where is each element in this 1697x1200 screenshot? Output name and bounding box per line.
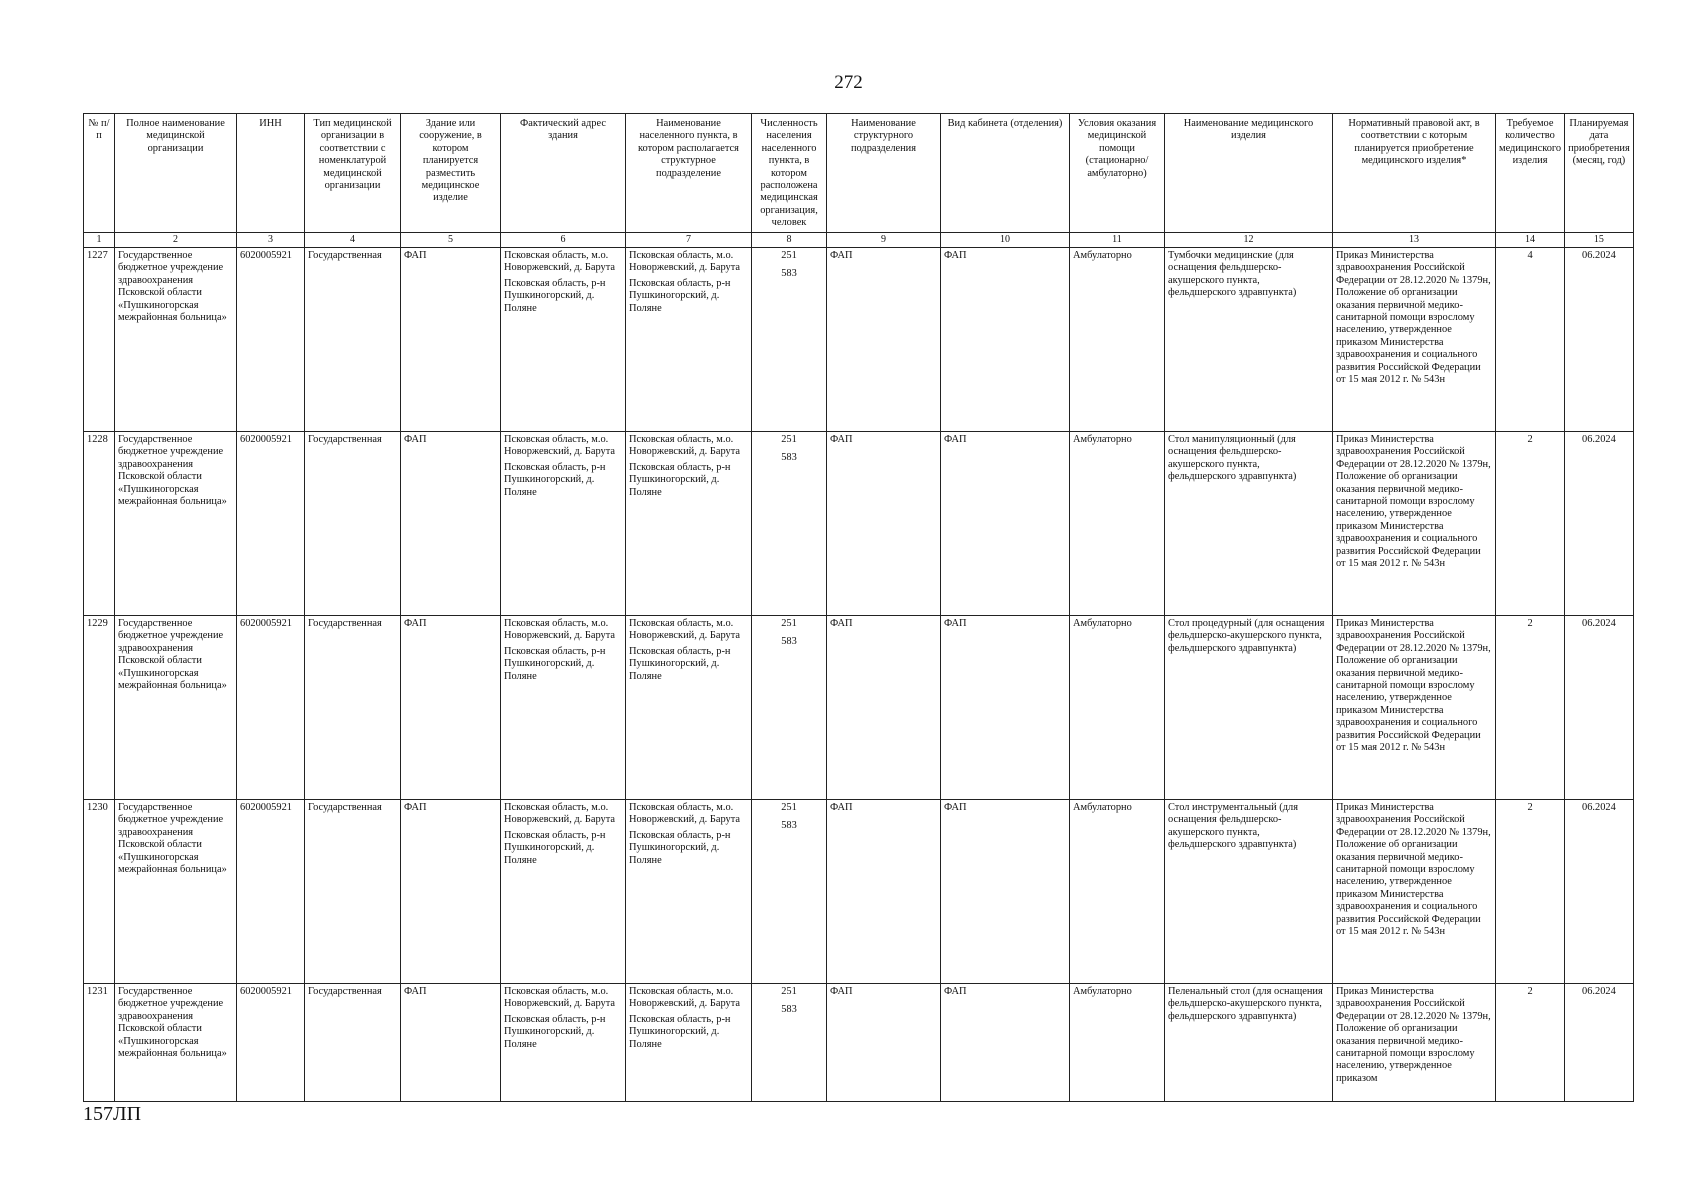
column-header: Полное наименование медицинской организации <box>115 114 237 233</box>
column-header: Здание или сооружение, в котором планируется разместить медицинское изделие <box>401 114 501 233</box>
required-quantity: 2 <box>1496 800 1565 984</box>
actual-address <box>501 984 626 1102</box>
locality-name <box>626 616 752 800</box>
row-number: 1227 <box>84 248 115 432</box>
actual-address <box>501 432 626 616</box>
address-line: Псковская область, м.о. Новоржевский, д. Барута <box>504 802 615 826</box>
building-cell: ФАП <box>401 984 501 1102</box>
locality-name <box>626 800 752 984</box>
column-number: 10 <box>941 233 1070 248</box>
locality-name <box>626 984 752 1102</box>
population-value: 251 <box>781 434 797 445</box>
locality-line: Псковская область, р-н Пушкиногорский, д. Поляне <box>629 1013 731 1050</box>
locality-line: Псковская область, м.о. Новоржевский, д. Барута <box>629 618 740 642</box>
required-quantity: 2 <box>1496 616 1565 800</box>
column-number: 2 <box>115 233 237 248</box>
column-number: 13 <box>1333 233 1496 248</box>
device-name: Тумбочки медицинские (для оснащения фельдшерско-акушерского пункта, фельдшерского здравпункта) <box>1165 248 1333 432</box>
equipment-table <box>83 113 1634 1102</box>
organization-name: Государственное бюджетное учреждение здравоохранения Псковской области «Пушкиногорская межрайонная больница» <box>115 616 237 800</box>
organization-type: Государственная <box>305 800 401 984</box>
row-number: 1230 <box>84 800 115 984</box>
column-number: 3 <box>237 233 305 248</box>
locality-line: Псковская область, м.о. Новоржевский, д. Барута <box>629 802 740 826</box>
population-value: 251 <box>781 802 797 813</box>
table-row <box>84 984 1634 1102</box>
organization-type: Государственная <box>305 616 401 800</box>
legal-act: Приказ Министерства здравоохранения Российской Федерации от 28.12.2020 № 1379н, Положение об организации оказания первичной медико-санитарной помощи взрослому населению, утвержденное приказом <box>1333 984 1496 1102</box>
required-quantity: 2 <box>1496 984 1565 1102</box>
population-value: 251 <box>781 250 797 261</box>
required-quantity: 4 <box>1496 248 1565 432</box>
table-row <box>84 432 1634 616</box>
column-number: 9 <box>827 233 941 248</box>
building-cell: ФАП <box>401 800 501 984</box>
planned-date: 06.2024 <box>1565 616 1634 800</box>
population-cell <box>752 800 827 984</box>
planned-date: 06.2024 <box>1565 248 1634 432</box>
table-row <box>84 248 1634 432</box>
locality-name <box>626 432 752 616</box>
locality-line: Псковская область, р-н Пушкиногорский, д. Поляне <box>629 645 731 682</box>
care-conditions: Амбулаторно <box>1070 248 1165 432</box>
column-header: Тип медицинской организации в соответствии с номенклатурой медицинской организации <box>305 114 401 233</box>
legal-act: Приказ Министерства здравоохранения Российской Федерации от 28.12.2020 № 1379н, Положение об организации оказания первичной медико-санитарной помощи взрослому населению, утвержденное приказом Министерства здравоохранения и социального развития Российской Федерации от 15 мая 2012 г. № 543н <box>1333 248 1496 432</box>
column-header: Условия оказания медицинской помощи (стационарно/ амбулаторно) <box>1070 114 1165 233</box>
address-line: Псковская область, м.о. Новоржевский, д. Барута <box>504 250 615 274</box>
organization-name: Государственное бюджетное учреждение здравоохранения Псковской области «Пушкиногорская межрайонная больница» <box>115 800 237 984</box>
column-header: № п/п <box>84 114 115 233</box>
building-cell: ФАП <box>401 616 501 800</box>
building-cell: ФАП <box>401 432 501 616</box>
column-number: 8 <box>752 233 827 248</box>
legal-act: Приказ Министерства здравоохранения Российской Федерации от 28.12.2020 № 1379н, Положение об организации оказания первичной медико-санитарной помощи взрослому населению, утвержденное приказом Министерства здравоохранения и социального развития Российской Федерации от 15 мая 2012 г. № 543н <box>1333 800 1496 984</box>
header-row <box>84 114 1634 233</box>
column-number: 12 <box>1165 233 1333 248</box>
device-name: Стол процедурный (для оснащения фельдшерско-акушерского пункта, фельдшерского здравпункта) <box>1165 616 1333 800</box>
care-conditions: Амбулаторно <box>1070 984 1165 1102</box>
organization-type: Государственная <box>305 432 401 616</box>
planned-date: 06.2024 <box>1565 432 1634 616</box>
address-line: Псковская область, м.о. Новоржевский, д. Барута <box>504 434 615 458</box>
column-number: 4 <box>305 233 401 248</box>
column-header: Наименование медицинского изделия <box>1165 114 1333 233</box>
population-value: 583 <box>781 268 797 280</box>
address-line: Псковская область, м.о. Новоржевский, д. Барута <box>504 986 615 1010</box>
care-conditions: Амбулаторно <box>1070 800 1165 984</box>
row-number: 1229 <box>84 616 115 800</box>
cabinet-type: ФАП <box>941 800 1070 984</box>
cabinet-type: ФАП <box>941 248 1070 432</box>
subdivision-name: ФАП <box>827 800 941 984</box>
care-conditions: Амбулаторно <box>1070 616 1165 800</box>
care-conditions: Амбулаторно <box>1070 432 1165 616</box>
column-header: Наименование структурного подразделения <box>827 114 941 233</box>
column-number: 11 <box>1070 233 1165 248</box>
inn-cell: 6020005921 <box>237 248 305 432</box>
locality-line: Псковская область, м.о. Новоржевский, д. Барута <box>629 986 740 1010</box>
column-number: 1 <box>84 233 115 248</box>
inn-cell: 6020005921 <box>237 432 305 616</box>
actual-address <box>501 248 626 432</box>
legal-act: Приказ Министерства здравоохранения Российской Федерации от 28.12.2020 № 1379н, Положение об организации оказания первичной медико-санитарной помощи взрослому населению, утвержденное приказом Министерства здравоохранения и социального развития Российской Федерации от 15 мая 2012 г. № 543н <box>1333 432 1496 616</box>
address-line: Псковская область, р-н Пушкиногорский, д. Поляне <box>504 645 606 682</box>
table-row <box>84 800 1634 984</box>
address-line: Псковская область, р-н Пушкиногорский, д. Поляне <box>504 829 606 866</box>
building-cell: ФАП <box>401 248 501 432</box>
population-cell <box>752 984 827 1102</box>
organization-name: Государственное бюджетное учреждение здравоохранения Псковской области «Пушкиногорская межрайонная больница» <box>115 984 237 1102</box>
locality-name <box>626 248 752 432</box>
subdivision-name: ФАП <box>827 248 941 432</box>
column-number: 5 <box>401 233 501 248</box>
row-number: 1228 <box>84 432 115 616</box>
page-number: 272 <box>834 72 863 93</box>
organization-name: Государственное бюджетное учреждение здравоохранения Псковской области «Пушкиногорская межрайонная больница» <box>115 248 237 432</box>
address-line: Псковская область, р-н Пушкиногорский, д. Поляне <box>504 461 606 498</box>
device-name: Стол манипуляционный (для оснащения фельдшерско-акушерского пункта, фельдшерского здравпункта) <box>1165 432 1333 616</box>
column-number: 14 <box>1496 233 1565 248</box>
actual-address <box>501 616 626 800</box>
column-header: Наименование населенного пункта, в котором располагается структурное подразделение <box>626 114 752 233</box>
planned-date: 06.2024 <box>1565 984 1634 1102</box>
column-header: Вид кабинета (отделения) <box>941 114 1070 233</box>
device-name: Стол инструментальный (для оснащения фельдшерско-акушерского пункта, фельдшерского здравпункта) <box>1165 800 1333 984</box>
cabinet-type: ФАП <box>941 616 1070 800</box>
population-value: 251 <box>781 618 797 629</box>
organization-type: Государственная <box>305 248 401 432</box>
address-line: Псковская область, р-н Пушкиногорский, д. Поляне <box>504 277 606 314</box>
column-header: Планируемая дата приобретения (месяц, год) <box>1565 114 1634 233</box>
legal-act: Приказ Министерства здравоохранения Российской Федерации от 28.12.2020 № 1379н, Положение об организации оказания первичной медико-санитарной помощи взрослому населению, утвержденное приказом Министерства здравоохранения и социального развития Российской Федерации от 15 мая 2012 г. № 543н <box>1333 616 1496 800</box>
column-header: Требуемое количество медицинского изделия <box>1496 114 1565 233</box>
actual-address <box>501 800 626 984</box>
device-name: Пеленальный стол (для оснащения фельдшерско-акушерского пункта, фельдшерского здравпункта) <box>1165 984 1333 1102</box>
column-number: 15 <box>1565 233 1634 248</box>
subdivision-name: ФАП <box>827 984 941 1102</box>
column-header: Нормативный правовой акт, в соответствии с которым планируется приобретение медицинского изделия* <box>1333 114 1496 233</box>
locality-line: Псковская область, м.о. Новоржевский, д. Барута <box>629 250 740 274</box>
row-number: 1231 <box>84 984 115 1102</box>
population-value: 583 <box>781 820 797 832</box>
locality-line: Псковская область, р-н Пушкиногорский, д. Поляне <box>629 277 731 314</box>
subdivision-name: ФАП <box>827 432 941 616</box>
address-line: Псковская область, р-н Пушкиногорский, д. Поляне <box>504 1013 606 1050</box>
population-value: 583 <box>781 452 797 464</box>
column-header: Фактический адрес здания <box>501 114 626 233</box>
column-number-row <box>84 233 1634 248</box>
cabinet-type: ФАП <box>941 432 1070 616</box>
population-cell <box>752 432 827 616</box>
inn-cell: 6020005921 <box>237 800 305 984</box>
locality-line: Псковская область, м.о. Новоржевский, д. Барута <box>629 434 740 458</box>
table-body <box>84 248 1634 1102</box>
cabinet-type: ФАП <box>941 984 1070 1102</box>
column-number: 6 <box>501 233 626 248</box>
population-cell <box>752 616 827 800</box>
table-row <box>84 616 1634 800</box>
address-line: Псковская область, м.о. Новоржевский, д. Барута <box>504 618 615 642</box>
locality-line: Псковская область, р-н Пушкиногорский, д. Поляне <box>629 829 731 866</box>
locality-line: Псковская область, р-н Пушкиногорский, д. Поляне <box>629 461 731 498</box>
inn-cell: 6020005921 <box>237 984 305 1102</box>
population-value: 583 <box>781 636 797 648</box>
population-cell <box>752 248 827 432</box>
subdivision-name: ФАП <box>827 616 941 800</box>
population-value: 583 <box>781 1004 797 1016</box>
footer-code: 157ЛП <box>83 1103 142 1125</box>
column-header: Численность населения населенного пункта, в котором расположена медицинская организация, человек <box>752 114 827 233</box>
required-quantity: 2 <box>1496 432 1565 616</box>
column-header: ИНН <box>237 114 305 233</box>
inn-cell: 6020005921 <box>237 616 305 800</box>
organization-type: Государственная <box>305 984 401 1102</box>
organization-name: Государственное бюджетное учреждение здравоохранения Псковской области «Пушкиногорская межрайонная больница» <box>115 432 237 616</box>
population-value: 251 <box>781 986 797 997</box>
column-number: 7 <box>626 233 752 248</box>
planned-date: 06.2024 <box>1565 800 1634 984</box>
